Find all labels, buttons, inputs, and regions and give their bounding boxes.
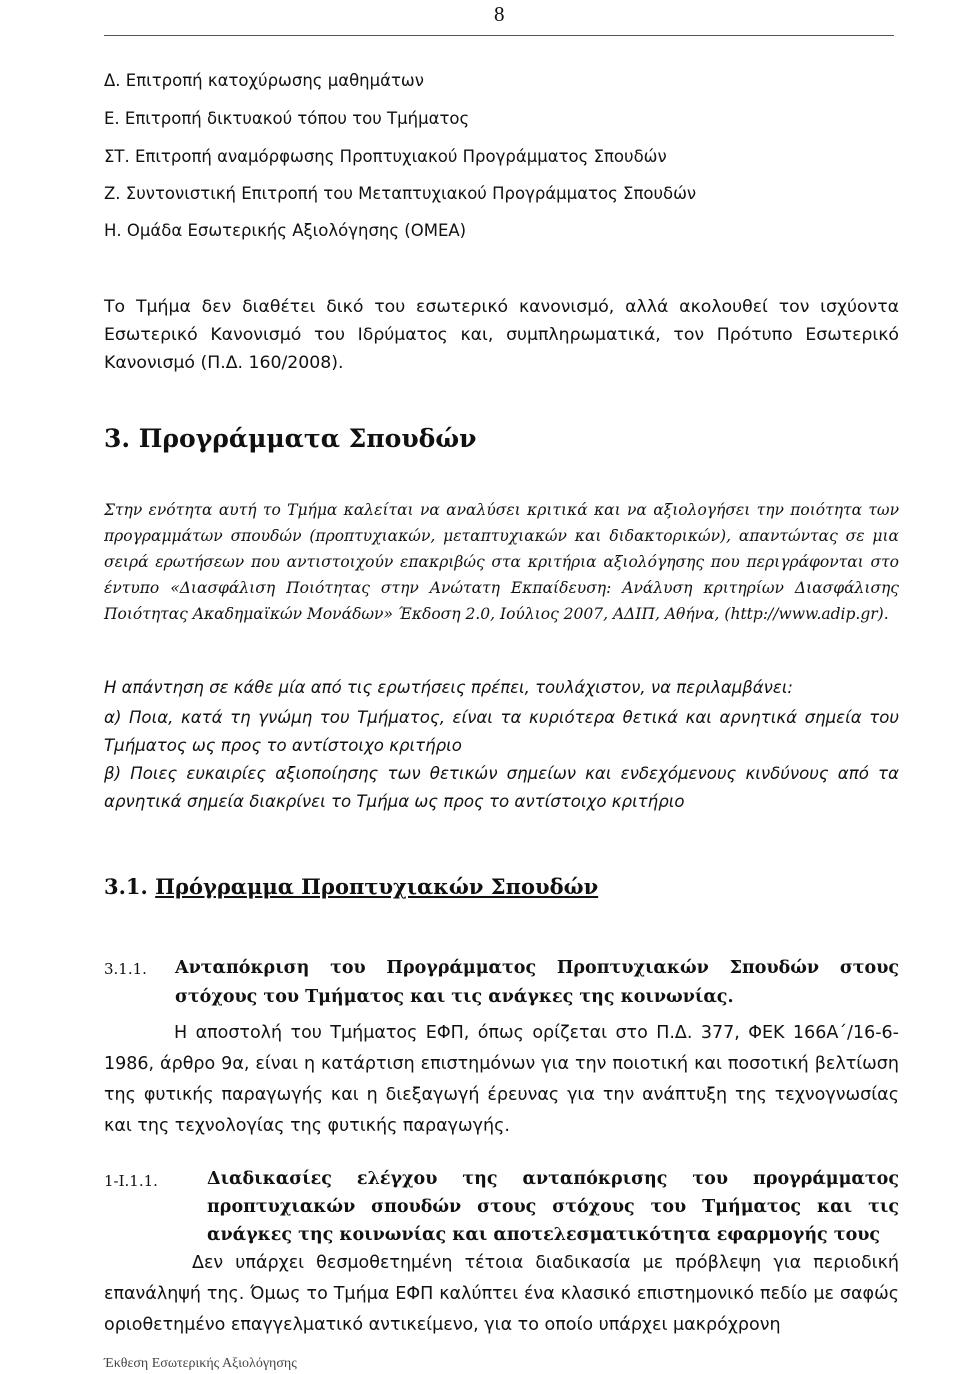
list-item: Δ. Επιτροπή κατοχύρωσης μαθημάτων [104,71,424,90]
list-item: Ε. Επιτροπή δικτυακού τόπου του Τμήματος [104,109,470,128]
subsection-title: Διαδικασίες ελέγχου της ανταπόκρισης του προγράμματος προπτυχιακών σπουδών στους στόχους του Τμήματος και τις ανάγκες της κοινωνίας και αποτελεσματικότητα εφαρμογής τους [207,1169,899,1245]
page-number: 8 [494,2,505,26]
answer-point-b: β) Ποιες ευκαιρίες αξιοποίησης των θετικών σημείων και ενδεχόμενους κινδύνους από τα αρνητικά σημεία διακρίνει το Τμήμα ως προς το αντίστοιχο κριτήριο [104,764,899,811]
section-3-1-title: Πρόγραμμα Προπτυχιακών Σπουδών [155,874,599,899]
regulation-paragraph: Το Τμήμα δεν διαθέτει δικό του εσωτερικό κανονισμό, αλλά ακολουθεί τον ισχύοντα Εσωτερικό Κανονισμό του Ιδρύματος και, συμπληρωματικά, τον Πρότυπο Εσωτερικό Κανονισμό (Π.Δ. 160/2008). [104,297,899,373]
header-rule [104,35,894,36]
answer-intro: Η απάντηση σε κάθε μία από τις ερωτήσεις πρέπει, τουλάχιστον, να περιλαμβάνει: [104,678,793,697]
subsection-body: Δεν υπάρχει θεσμοθετημένη τέτοια διαδικασία με πρόβλεψη για περιοδική επανάληψή της. Όμως το Τμήμα ΕΦΠ καλύπτει ένα κλασικό επιστημονικό πεδίο με σαφώς οριοθετημένο επαγγελματικό αντικείμενο, για το οποίο υπάρχει μακρόχρονη [104,1253,899,1335]
list-item: ΣΤ. Επιτροπή αναμόρφωσης Προπτυχιακού Προγράμματος Σπουδών [104,147,667,166]
section-3-1-1-body: Η αποστολή του Τμήματος ΕΦΠ, όπως ορίζεται στο Π.Δ. 377, ΦΕΚ 166Α΄/16-6-1986, άρθρο 9α, είναι η κατάρτιση επιστημόνων για την ποιοτική και ποσοτική βελτίωση της φυτικής παραγωγής και η διεξαγωγή έρευνας για την ανάπτυξη της τεχνογνωσίας και της τεχνολογίας της φυτικής παραγωγής. [104,1023,899,1136]
list-item: Ζ. Συντονιστική Επιτροπή του Μεταπτυχιακού Προγράμματος Σπουδών [104,184,697,203]
footer-text: Έκθεση Εσωτερικής Αξιολόγησης [104,1356,297,1371]
section-3-1-number: 3.1. [104,874,148,899]
answer-point-a: α) Ποια, κατά τη γνώμη του Τμήματος, είναι τα κυριότερα θετικά και αρνητικά σημεία του Τμήματος ως προς το αντίστοιχο κριτήριο [104,708,899,755]
subsection-number: 1-I.1.1. [104,1172,158,1190]
section-3-1-heading [104,874,598,899]
section-3-1-1-number: 3.1.1. [104,960,147,978]
section-3-heading: 3. Προγράμματα Σπουδών [104,424,477,453]
section-3-1-1-title: Ανταπόκριση του Προγράμματος Προπτυχιακών Σπουδών στους στόχους του Τμήματος και τις ανάγκες της κοινωνίας. [175,958,899,1007]
section-3-intro: Στην ενότητα αυτή το Τμήμα καλείται να αναλύσει κριτικά και να αξιολογήσει την ποιότητα των προγραμμάτων σπουδών (προπτυχιακών, μεταπτυχιακών και διδακτορικών), απαντώντας σε μια σειρά ερωτήσεων που αντιστοιχούν επακριβώς στα κριτήρια αξιολόγησης που περιγράφονται στο έντυπο «Διασφάλιση Ποιότητας στην Ανώτατη Εκπαίδευση: Ανάλυση κριτηρίων Διασφάλισης Ποιότητας Ακαδημαϊκών Μονάδων» Έκδοση 2.0, Ιούλιος 2007, ΑΔΙΠ, Αθήνα, (http://www.adip.gr). [104,501,899,623]
list-item: Η. Ομάδα Εσωτερικής Αξιολόγησης (ΟΜΕΑ) [104,221,467,240]
